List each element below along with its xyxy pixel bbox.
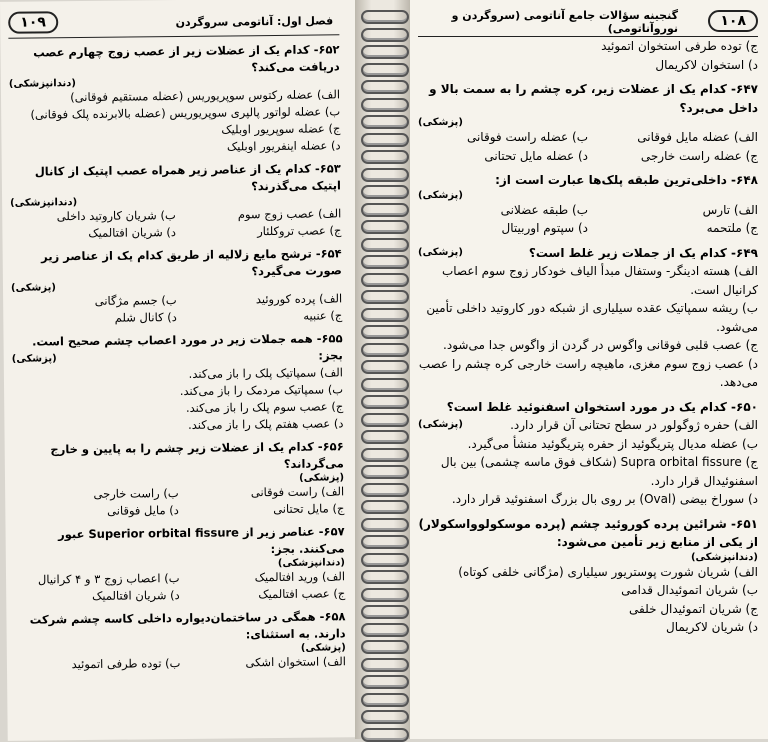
question-tag: (دندانپزشکی) <box>277 557 345 569</box>
option: ج) عصب افتالمیک <box>258 586 346 602</box>
question-stem: ۶۵۵- همه جملات زیر در مورد اعصاب چشم صحیح است. بجز: <box>32 331 343 363</box>
question-tag: (دندانپزشکی) <box>690 551 758 563</box>
binding-ring <box>361 133 409 147</box>
option: ب) ریشه سمپاتیک عقده سیلیاری از شبکه دور کاروتید داخلی تأمین می‌شود. <box>426 301 758 334</box>
binding-ring <box>361 553 409 567</box>
option: د) سوراخ بیضی (Oval) بر روی بال بزرگ اسفنوئید قرار دارد. <box>451 492 758 506</box>
option: د) عصب زوج سوم مغزی، ماهیچه راست خارجی کره چشم را عصب می‌دهد. <box>418 356 758 389</box>
option: د) عضله مایل تحتانی <box>484 148 588 163</box>
option: ب) شریان کاروتید داخلی <box>56 208 176 224</box>
option: ب) طبقه عضلانی <box>500 202 588 217</box>
binding-ring <box>361 430 409 444</box>
binding-ring <box>361 483 409 497</box>
option: الف) ورید افتالمیک <box>254 569 346 585</box>
option: ب) توده طرفی اتموئید <box>71 656 181 672</box>
question-651 <box>418 515 758 637</box>
option: ج) عصب سوم پلک را باز می‌کند. <box>185 399 344 415</box>
question-tag: (پزشکی) <box>418 189 463 201</box>
question-stem: ۶۵۲- کدام یک از عضلات زیر از عصب زوج چهارم عصب دریافت می‌کند؟ <box>33 42 340 75</box>
option: ب) شریان اتموئیدال قدامی <box>621 583 758 597</box>
question-stem: ۶۴۹- کدام یک از جملات زیر غلط است؟ <box>528 245 758 260</box>
binding-ring <box>361 465 409 479</box>
option: ج) عضله سوپریور اوبلیک <box>221 121 341 137</box>
option: ب) جسم مژگانی <box>94 293 177 308</box>
binding-ring <box>361 290 409 304</box>
binding-ring <box>361 343 409 357</box>
binding-ring <box>361 728 409 742</box>
binding-ring <box>361 80 409 94</box>
question-stem: ۶۴۷- کدام یک از عضلات زیر، کره چشم را به سمت بالا و داخل می‌برد؟ <box>429 82 758 115</box>
question-tag: (پزشکی) <box>418 246 463 258</box>
page-header <box>8 6 339 38</box>
question-653 <box>10 160 342 242</box>
binding-ring <box>361 185 409 199</box>
option: الف) راست فوقانی <box>250 484 345 500</box>
question-tag: (پزشکی) <box>11 353 57 365</box>
option: د) مایل فوقانی <box>107 503 179 518</box>
binding-ring <box>361 28 409 42</box>
question-647 <box>418 80 758 165</box>
binding-ring <box>361 10 409 24</box>
binding-ring <box>361 98 409 112</box>
binding-ring <box>361 273 409 287</box>
question-tag: (دندانپزشکی) <box>8 78 76 90</box>
binding-ring <box>361 693 409 707</box>
option: د) کانال شلم <box>114 310 177 325</box>
page-header <box>418 8 758 37</box>
option: الف) حفره ژوگولور در سطح تحتانی آن قرار دارد. <box>510 418 758 432</box>
option: د) شریان لاکریمال <box>666 620 758 634</box>
right-page <box>410 0 768 739</box>
question-stem: ۶۵۰- کدام یک در مورد استخوان اسفنوئید غلط است؟ <box>446 399 758 414</box>
option: ب) راست خارجی <box>93 486 179 501</box>
question-stem: ۶۴۸- داخلی‌ترین طبقه پلک‌ها عبارت است از: <box>495 173 758 187</box>
option: الف) سمپاتیک پلک را باز می‌کند. <box>188 365 343 381</box>
question-stem: ۶۵۸- همگی در ساختمان‌دیواره داخلی کاسه چشم شرکت دارند. به استثنای: <box>29 609 346 642</box>
option: ب) عضله لواتور پالپری سوپریوریس (عضله بالابرنده پلک فوقانی) <box>30 104 341 122</box>
option: د) شریان افتالمیک <box>92 588 180 603</box>
option: د) سپتوم اوربیتال <box>501 221 588 235</box>
option: ج) عنبیه <box>303 308 343 323</box>
option: الف) عصب زوج سوم <box>237 206 342 222</box>
binding-ring <box>361 238 409 252</box>
question-stem: ۶۵۱- شرائین پرده کوروئید چشم (پرده موسکولوواسکولار) از یکی از منابع زیر تأمین می‌شود: <box>418 516 758 549</box>
option: الف) شریان شورت پوستریور سیلیاری (مژگانی خلفی کوتاه) <box>458 564 758 579</box>
question-stem: ۶۵۷- عناصر زیر از Superior orbital fissure عبور می‌کنند. بجز: <box>57 524 345 557</box>
question-649 <box>418 244 758 392</box>
binding-ring <box>361 518 409 532</box>
binding-ring <box>361 710 409 724</box>
binding-ring <box>361 588 409 602</box>
binding-ring <box>361 500 409 514</box>
question-tag: (دندانپزشکی) <box>10 197 78 209</box>
option: الف) تارس <box>702 202 758 217</box>
header-title: فصل اول: آناتومی سروگردن <box>175 13 334 29</box>
option: د) عضله اینفریور اوبلیک <box>226 138 341 154</box>
binding-ring <box>361 325 409 339</box>
question-655 <box>11 330 343 435</box>
question-stem: ۶۵۳- کدام یک از عناصر زیر همراه عصب اپتیک از کانال اپتیک می‌گذرند؟ <box>34 161 342 194</box>
left-page <box>0 0 363 741</box>
binding-ring <box>361 413 409 427</box>
option: الف) پرده کوروئید <box>255 291 343 307</box>
binding-ring <box>361 640 409 654</box>
binding-ring <box>361 360 409 374</box>
question-tag: (پزشکی) <box>299 472 345 484</box>
option: ج) توده طرفی استخوان اتموئید <box>601 39 758 53</box>
option: ج) عصب قلبی فوقانی واگوس در گردن از واگوس جدا می‌شود. <box>443 338 758 352</box>
option: ب) اعصاب زوج ۳ و ۴ کرانیال <box>37 571 180 587</box>
option: د) عصب هفتم پلک را باز می‌کند. <box>188 416 344 432</box>
question-658 <box>14 608 346 673</box>
binding-ring <box>361 448 409 462</box>
question-656 <box>13 438 345 520</box>
header-title: گنجینه سؤالات جامع آناتومی (سروگردن و نوروآناتومی) <box>451 9 678 35</box>
binding-ring <box>361 150 409 164</box>
question-stem: ۶۵۴- ترشح مایع زلالیه از طریق کدام یک از عناصر زیر صورت می‌گیرد؟ <box>41 246 342 279</box>
binding-ring <box>361 658 409 672</box>
binding-ring <box>361 675 409 689</box>
question-tag: (پزشکی) <box>10 282 56 294</box>
question-stem: ۶۵۶- کدام یک از عضلات زیر چشم را به پایین و خارج می‌گرداند؟ <box>50 439 344 471</box>
option: الف) استخوان اشکی <box>245 654 347 670</box>
page-number: ۱۰۸ <box>708 10 758 32</box>
binding-ring <box>361 115 409 129</box>
question-tag: (پزشکی) <box>418 419 463 430</box>
binding-ring <box>361 605 409 619</box>
binding-ring <box>361 395 409 409</box>
option: ج) عضله راست خارجی <box>640 148 758 163</box>
question-654 <box>11 245 343 327</box>
option: د) استخوان لاکریمال <box>655 57 758 72</box>
option: ج) ملتحمه <box>706 221 758 235</box>
binding-ring <box>361 63 409 77</box>
binding-ring <box>361 255 409 269</box>
option: ب) عضله راست فوقانی <box>466 130 588 144</box>
binding-ring <box>361 45 409 59</box>
binding-ring <box>361 623 409 637</box>
option: ج) مایل تحتانی <box>273 501 345 517</box>
question-648 <box>418 171 758 238</box>
option: ج) عصب تروکلئار <box>257 223 342 239</box>
question-657 <box>14 523 346 605</box>
option: ب) عضله مدیال پتریگوئید از حفره پتریگوئید منشأ می‌گیرد. <box>467 436 758 451</box>
option: الف) هسته ادینگر- وستفال مبدأ الیاف خودکار زوج سوم اعصاب کرانیال است. <box>441 264 758 297</box>
question-tag: (پزشکی) <box>418 117 463 128</box>
binding-ring <box>361 168 409 182</box>
question-650 <box>418 398 758 509</box>
spiral-binding <box>355 0 410 739</box>
question-652 <box>8 41 340 157</box>
option: د) شریان افتالمیک <box>88 225 177 240</box>
option: ج) شریان اتموئیدال خلفی <box>629 601 758 616</box>
option: ج) Supra orbital fissure (شکاف فوق ماسه چشمی) بین بال اسفنوئیدال قرار دارد. <box>440 455 758 488</box>
option: الف) عضله رکتوس سوپریوریس (عضله مستقیم فوقانی) <box>70 87 341 105</box>
binding-ring <box>361 203 409 217</box>
binding-ring <box>361 570 409 584</box>
page-number: ۱۰۹ <box>8 11 58 34</box>
binding-ring <box>361 378 409 392</box>
binding-ring <box>361 220 409 234</box>
binding-ring <box>361 535 409 549</box>
question-tag: (پزشکی) <box>300 642 346 654</box>
binding-ring <box>361 308 409 322</box>
option: الف) عضله مایل فوقانی <box>637 130 758 144</box>
option: ب) سمپاتیک مردمک را باز می‌کند. <box>179 382 344 398</box>
